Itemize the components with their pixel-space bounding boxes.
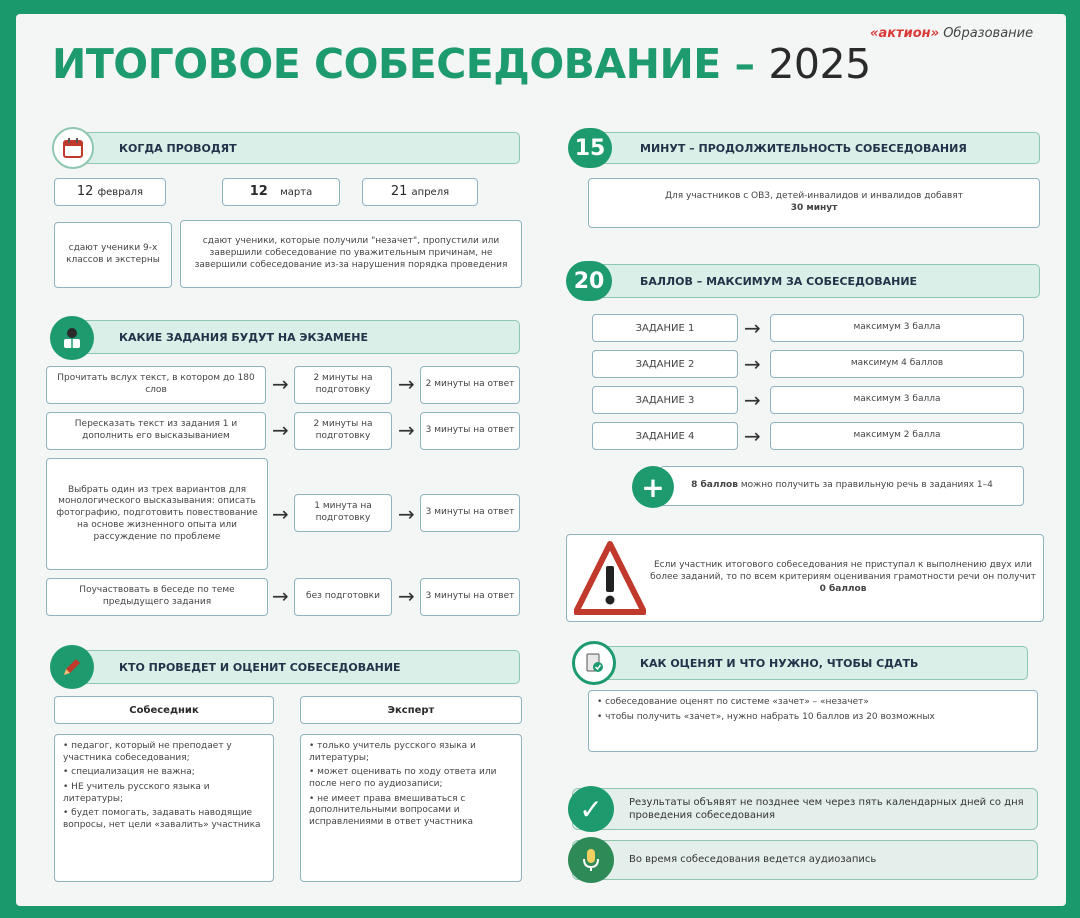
task-1-answer: 2 минуты на ответ xyxy=(420,366,520,404)
arrow-right-icon: → xyxy=(272,584,289,608)
arrow-right-icon: → xyxy=(398,584,415,608)
document-check-icon xyxy=(572,641,616,685)
who-header: КТО ПРОВЕДЕТ И ОЦЕНИТ СОБЕСЕДОВАНИЕ xyxy=(68,650,520,684)
interlocutor-list: • педагог, который не преподает у участника собеседования; • специализация не важна; • НЕ учитель русского языка и литературы; • будет помогать, задавать наводящие вопросы, нет цели «завалить» участника xyxy=(54,734,274,882)
results-note: Результаты объявят не позднее чем через пять календарных дней со дня проведения собеседования xyxy=(572,788,1038,830)
task-4: Поучаствовать в беседе по теме предыдущего задания xyxy=(46,578,268,616)
task-2-prep: 2 минуты на подготовку xyxy=(294,412,392,450)
task-2: Пересказать текст из задания 1 и дополнить его высказыванием xyxy=(46,412,266,450)
score-task-3: ЗАДАНИЕ 3 xyxy=(592,386,738,414)
task-2-answer: 3 минуты на ответ xyxy=(420,412,520,450)
when-note-right: сдают ученики, которые получили "незачет", пропустили или завершили собеседование по уважительным причинам, не завершили собеседование из-за нарушения порядка проведения xyxy=(180,220,522,288)
audio-note: Во время собеседования ведется аудиозапись xyxy=(572,840,1038,880)
arrow-right-icon: → xyxy=(744,316,761,340)
checkmark-icon: ✓ xyxy=(568,786,614,832)
arrow-right-icon: → xyxy=(272,502,289,526)
student-icon xyxy=(50,316,94,360)
arrow-right-icon: → xyxy=(398,418,415,442)
score-max-1: максимум 3 балла xyxy=(770,314,1024,342)
page-title: ИТОГОВОЕ СОБЕСЕДОВАНИЕ – 2025 xyxy=(52,40,871,88)
arrow-right-icon: → xyxy=(744,352,761,376)
score-number: 20 xyxy=(566,261,612,301)
date-feb: 12 февраля xyxy=(54,178,166,206)
duration-number: 15 xyxy=(568,128,612,168)
task-3-prep: 1 минута на подготовку xyxy=(294,494,392,532)
score-max-3: максимум 3 балла xyxy=(770,386,1024,414)
warning-icon xyxy=(574,540,646,620)
interlocutor-title: Собеседник xyxy=(54,696,274,724)
task-4-answer: 3 минуты на ответ xyxy=(420,578,520,616)
when-note-left: сдают ученики 9-х классов и экстерны xyxy=(54,222,172,288)
expert-title: Эксперт xyxy=(300,696,522,724)
score-task-2: ЗАДАНИЕ 2 xyxy=(592,350,738,378)
arrow-right-icon: → xyxy=(272,372,289,396)
task-1-prep: 2 минуты на подготовку xyxy=(294,366,392,404)
date-mar: 12 марта xyxy=(222,178,340,206)
when-header: КОГДА ПРОВОДЯТ xyxy=(68,132,520,164)
plus-icon: + xyxy=(632,466,674,508)
grading-list: • собеседование оценят по системе «зачет» – «незачет» • чтобы получить «зачет», нужно набрать 10 баллов из 20 возможных xyxy=(588,690,1038,752)
brand-logo: «актион» Образование xyxy=(870,26,1034,41)
task-1: Прочитать вслух текст, в котором до 180 слов xyxy=(46,366,266,404)
score-task-1: ЗАДАНИЕ 1 xyxy=(592,314,738,342)
date-apr: 21 апреля xyxy=(362,178,478,206)
warning-box: Если участник итогового собеседования не приступал к выполнению двух или более заданий, то по всем критериям оценивания грамотности речи он получит 0 баллов xyxy=(566,534,1044,622)
duration-header: МИНУТ – ПРОДОЛЖИТЕЛЬНОСТЬ СОБЕСЕДОВАНИЯ xyxy=(594,132,1040,164)
arrow-right-icon: → xyxy=(744,424,761,448)
task-4-prep: без подготовки xyxy=(294,578,392,616)
score-header: БАЛЛОВ – МАКСИМУМ ЗА СОБЕСЕДОВАНИЕ xyxy=(594,264,1040,298)
microphone-icon xyxy=(568,837,614,883)
score-max-4: максимум 2 балла xyxy=(770,422,1024,450)
tasks-header: КАКИЕ ЗАДАНИЯ БУДУТ НА ЭКЗАМЕНЕ xyxy=(68,320,520,354)
arrow-right-icon: → xyxy=(398,372,415,396)
task-3-answer: 3 минуты на ответ xyxy=(420,494,520,532)
grading-header: КАК ОЦЕНЯТ И ЧТО НУЖНО, ЧТОБЫ СДАТЬ xyxy=(594,646,1028,680)
expert-list: • только учитель русского языка и литературы; • может оценивать по ходу ответа или после него по аудиозаписи; • не имеет права вмешиваться с дополнительными вопросами и исправлениями в ответ участника xyxy=(300,734,522,882)
arrow-right-icon: → xyxy=(398,502,415,526)
arrow-right-icon: → xyxy=(744,388,761,412)
task-3: Выбрать один из трех вариантов для монологического высказывания: описать фотографию, подготовить повествование на основе жизненного опыта или рассуждение по проблеме xyxy=(46,458,268,570)
score-task-4: ЗАДАНИЕ 4 xyxy=(592,422,738,450)
duration-note: Для участников с ОВЗ, детей-инвалидов и инвалидов добавят 30 минут xyxy=(588,178,1040,228)
bonus-note: 8 баллов можно получить за правильную речь в заданиях 1–4 xyxy=(660,466,1024,506)
score-max-2: максимум 4 баллов xyxy=(770,350,1024,378)
pencil-icon xyxy=(50,645,94,689)
arrow-right-icon: → xyxy=(272,418,289,442)
calendar-icon xyxy=(52,127,94,169)
